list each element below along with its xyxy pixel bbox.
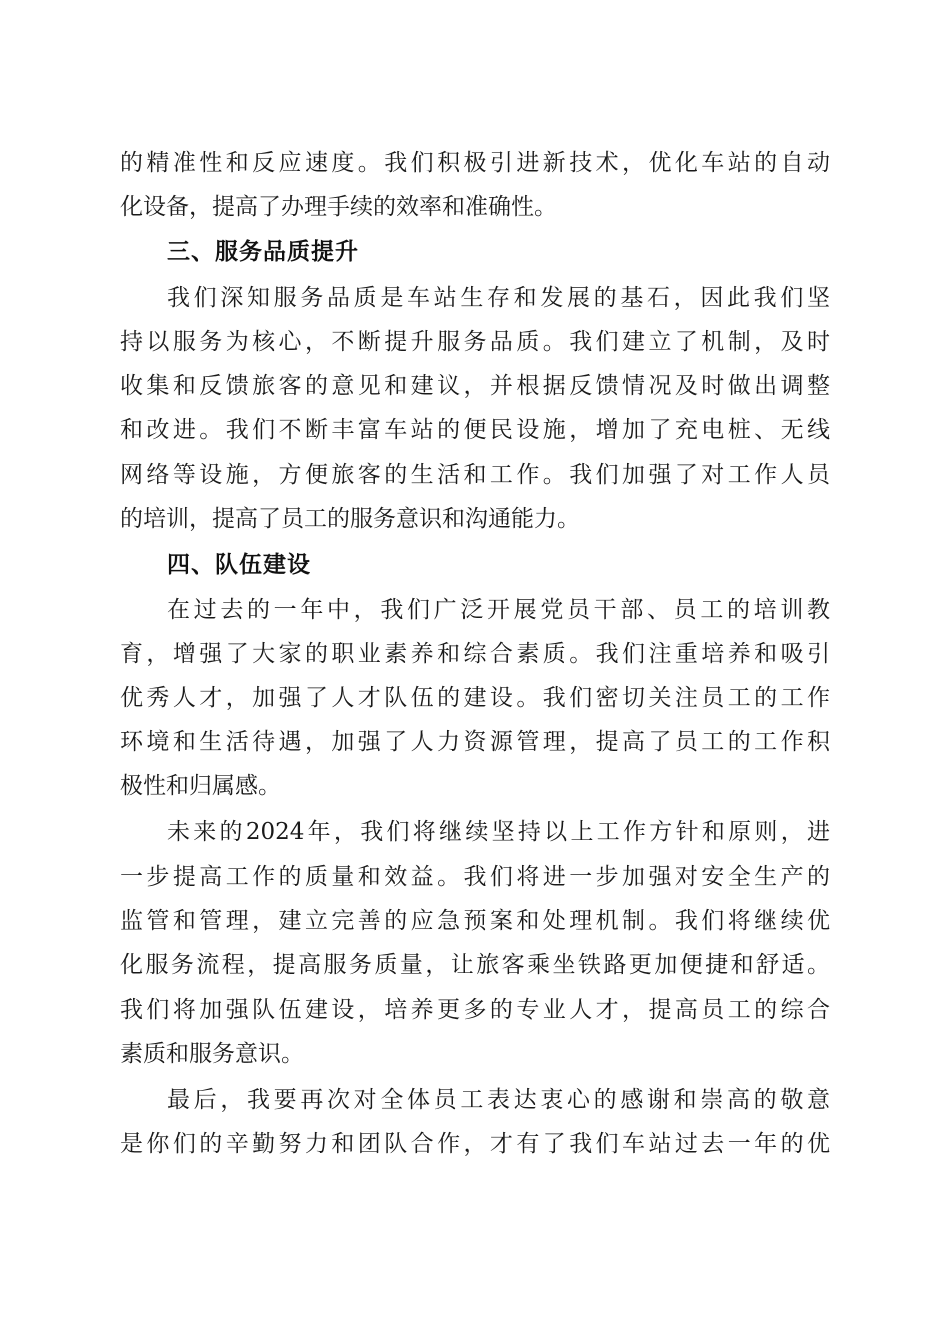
future-line-6: 素质和服务意识。: [120, 1041, 304, 1067]
section-heading-service-quality: 三、服务品质提升: [167, 239, 359, 265]
section-heading-team-building: 四、队伍建设: [167, 552, 311, 578]
intro-line-1: 的精准性和反应速度。我们积极引进新技术，优化车站的自动: [120, 150, 830, 176]
section3-line-4: 和改进。我们不断丰富车站的便民设施，增加了充电桩、无线: [120, 417, 830, 443]
section4-line-3: 优秀人才，加强了人才队伍的建设。我们密切关注员工的工作: [120, 685, 830, 711]
section4-line-1: 在过去的一年中，我们广泛开展党员干部、员工的培训教: [167, 597, 830, 623]
section3-line-2: 持以服务为核心，不断提升服务品质。我们建立了机制，及时: [120, 329, 830, 355]
section4-line-4: 环境和生活待遇，加强了人力资源管理，提高了员工的工作积: [120, 729, 830, 755]
final-line-2: 是你们的辛勤努力和团队合作，才有了我们车站过去一年的优: [120, 1131, 830, 1157]
future-line-5: 我们将加强队伍建设，培养更多的专业人才，提高员工的综合: [120, 997, 830, 1023]
future-line-1: 未来的2024年，我们将继续坚持以上工作方针和原则，进: [167, 819, 830, 845]
final-line-1: 最后，我要再次对全体员工表达衷心的感谢和崇高的敬意: [167, 1087, 830, 1113]
section3-line-3: 收集和反馈旅客的意见和建议，并根据反馈情况及时做出调整: [120, 373, 830, 399]
section4-line-2: 育，增强了大家的职业素养和综合素质。我们注重培养和吸引: [120, 641, 830, 667]
section3-line-6: 的培训，提高了员工的服务意识和沟通能力。: [120, 506, 580, 532]
future-line-4: 化服务流程，提高服务质量，让旅客乘坐铁路更加便捷和舒适。: [120, 952, 830, 978]
intro-line-2: 化设备，提高了办理手续的效率和准确性。: [120, 194, 557, 220]
section3-line-5: 网络等设施，方便旅客的生活和工作。我们加强了对工作人员: [120, 462, 830, 488]
section3-line-1: 我们深知服务品质是车站生存和发展的基石，因此我们坚: [167, 285, 830, 311]
future-line-3: 监管和管理，建立完善的应急预案和处理机制。我们将继续优: [120, 908, 830, 934]
future-line-2: 一步提高工作的质量和效益。我们将进一步加强对安全生产的: [120, 864, 830, 890]
section4-line-5: 极性和归属感。: [120, 773, 281, 799]
